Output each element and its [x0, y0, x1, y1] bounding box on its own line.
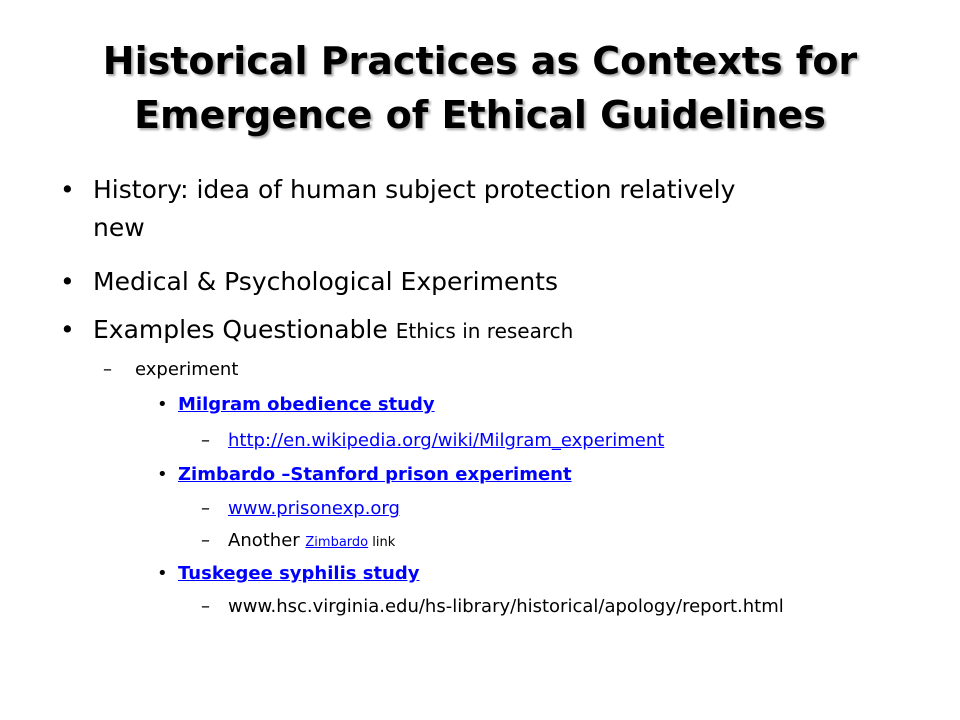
examples-main: Examples Questionable — [93, 315, 396, 344]
zimbardo-another-link[interactable]: Zimbardo — [305, 535, 369, 550]
history-line2: new — [93, 213, 145, 242]
milgram-url-link[interactable]: http://en.wikipedia.org/wiki/Milgram_experiment — [228, 430, 665, 451]
dash-icon: – — [201, 596, 210, 617]
examples-tail: Ethics in research — [395, 319, 574, 343]
bullet-icon: • — [157, 563, 168, 584]
slide-title-line1: Historical Practices as Contexts for — [102, 39, 858, 83]
experiment-text: experiment — [135, 359, 239, 380]
dash-icon: – — [201, 498, 210, 519]
bullet-icon: • — [60, 267, 75, 296]
tuskegee-link[interactable]: Tuskegee syphilis study — [178, 563, 420, 584]
bullet-icon: • — [157, 394, 168, 415]
zimbardo-link[interactable]: Zimbardo –Stanford prison experiment — [178, 464, 572, 485]
history-line1: History: idea of human subject protection relatively — [93, 175, 736, 204]
bullet-icon: • — [157, 464, 168, 485]
another-prefix: Another — [228, 530, 306, 551]
dash-icon: – — [103, 359, 112, 380]
milgram-link[interactable]: Milgram obedience study — [178, 394, 435, 415]
bullet-icon: • — [60, 315, 75, 344]
dash-icon: – — [201, 530, 210, 551]
medical-text: Medical & Psychological Experiments — [93, 267, 558, 296]
another-suffix: link — [368, 535, 396, 550]
dash-icon: – — [201, 430, 210, 451]
examples-text — [93, 314, 573, 347]
slide-title-line2: Emergence of Ethical Guidelines — [134, 93, 826, 137]
bullet-icon: • — [60, 175, 75, 204]
slide-title — [40, 34, 920, 142]
another-text — [228, 528, 395, 556]
prisonexp-link[interactable]: www.prisonexp.org — [228, 498, 400, 519]
tuskegee-url-text: www.hsc.virginia.edu/hs-library/historical/apology/report.html — [228, 596, 784, 617]
